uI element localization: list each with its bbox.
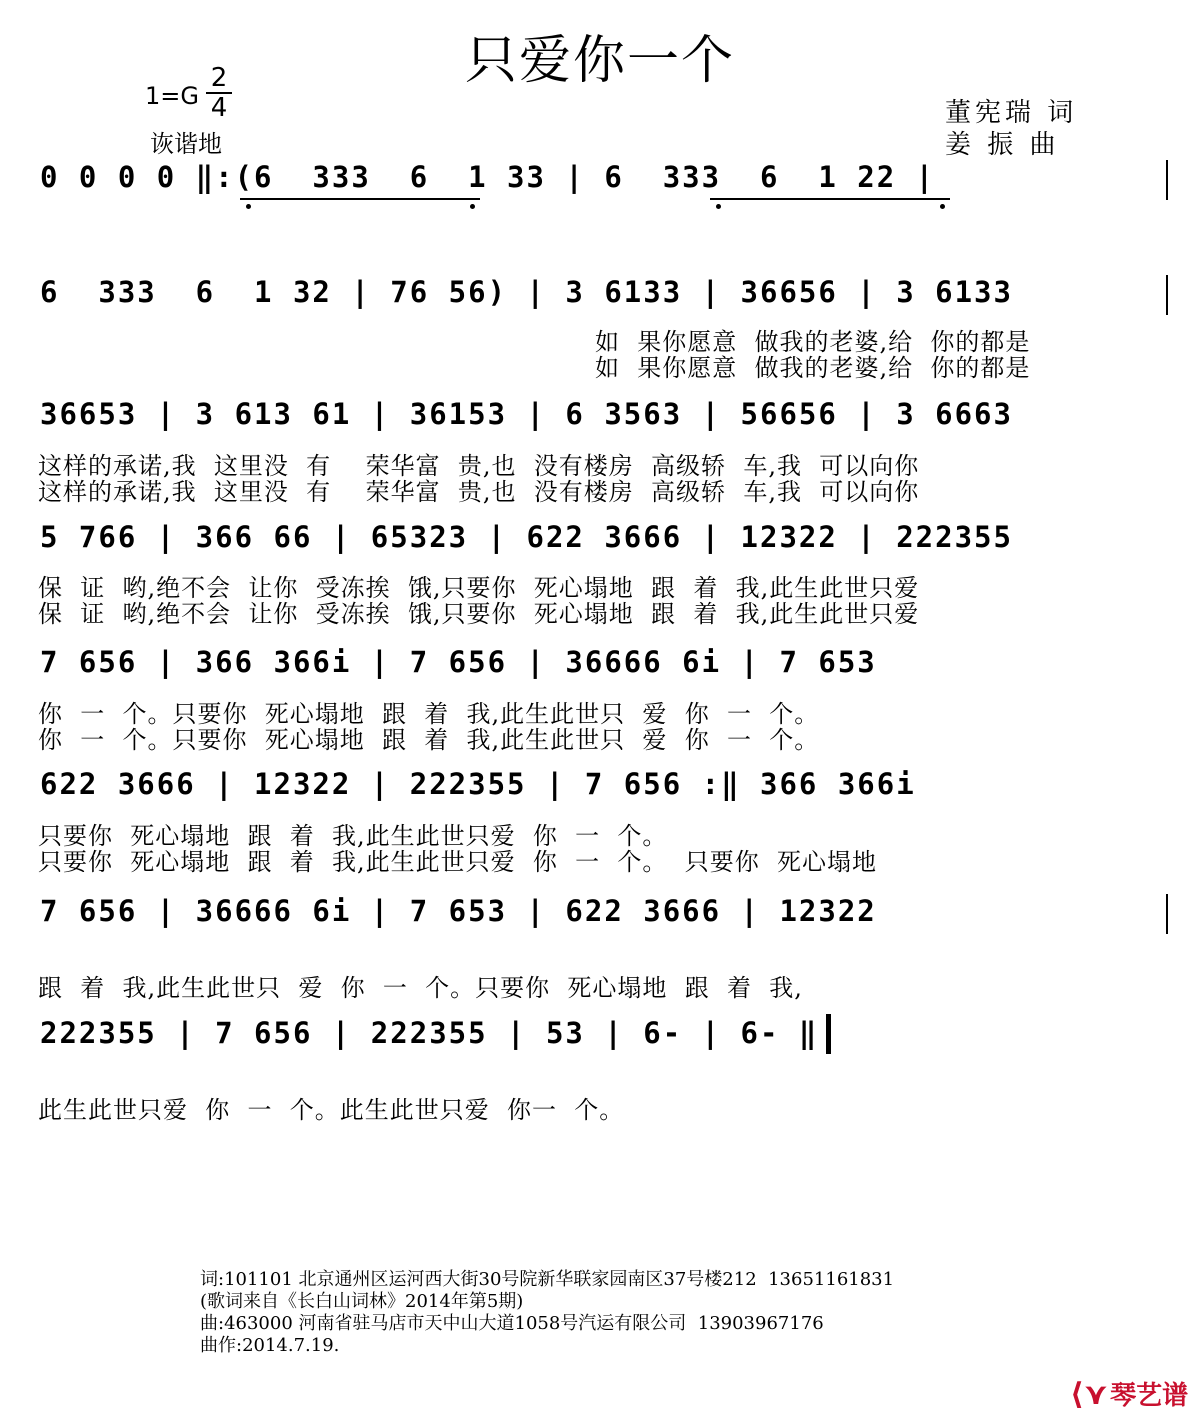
notation-row-3: 36653 | 3 613 61 | 36153 | 6 3563 | 56656 | 3 6663	[40, 397, 1013, 431]
octave-dot	[470, 204, 475, 209]
footer-compose-date: 曲作:2014.7.19.	[200, 1335, 340, 1356]
footer-lyrics-source: (歌词来自《长白山词林》2014年第5期)	[200, 1291, 524, 1312]
logo-text: 琴艺谱	[1110, 1381, 1189, 1411]
notation-row-8: 222355 | 7 656 | 222355 | 53 | 6- | 6- ‖	[40, 1016, 819, 1050]
lyric-line-2: 这样的承诺,我 这里没 有 荣华富 贵,也 没有楼房 高级轿 车,我 可以向你	[38, 478, 920, 506]
octave-dot	[246, 204, 251, 209]
time-signature	[206, 64, 232, 122]
octave-dot	[940, 204, 945, 209]
lyric-line-2: 你 一 个。只要你 死心塌地 跟 着 我,此生此世只 爱 你 一 个。	[38, 726, 820, 754]
lyric-line-1: 如 果你愿意 做我的老婆,给 你的都是	[595, 328, 1031, 356]
footer-composer-address: 曲:463000 河南省驻马店市天中山大道1058号汽运有限公司 13903967176	[200, 1313, 824, 1334]
notation-row-2: 6 333 6 1 32 | 76 56) | 3 6133 | 36656 | 3 6133	[40, 275, 1013, 309]
lyric-line-1: 这样的承诺,我 这里没 有 荣华富 贵,也 没有楼房 高级轿 车,我 可以向你	[38, 452, 920, 480]
key-signature: 1=G	[145, 82, 199, 110]
footer-lyricist-address: 词:101101 北京通州区运河西大街30号院新华联家园南区37号楼212 13651161831	[200, 1269, 895, 1290]
beam-line	[710, 198, 950, 200]
notation-row-1: 0 0 0 0 ‖:(6 333 6 1 33 | 6 333 6 1 22 |	[40, 160, 936, 194]
notation-row-5: 7 656 | 366 366i | 7 656 | 36666 6i | 7 653	[40, 645, 877, 679]
barline	[1166, 275, 1168, 315]
barline	[1166, 894, 1168, 934]
site-logo	[1070, 1375, 1188, 1412]
logo-icon: ⟨⋎	[1070, 1377, 1109, 1412]
composer-credit: 姜 振 曲	[945, 130, 1060, 160]
lyric-line-2: 如 果你愿意 做我的老婆,给 你的都是	[595, 354, 1031, 382]
lyric-line-1: 你 一 个。只要你 死心塌地 跟 着 我,此生此世只 爱 你 一 个。	[38, 700, 820, 728]
lyric-line-2: 只要你 死心塌地 跟 着 我,此生此世只爱 你 一 个。 只要你 死心塌地	[38, 848, 877, 876]
notation-row-6: 622 3666 | 12322 | 222355 | 7 656 :‖ 366 366i	[40, 767, 916, 801]
lyricist-credit: 董宪瑞 词	[945, 98, 1078, 128]
notation-row-7: 7 656 | 36666 6i | 7 653 | 622 3666 | 12322	[40, 894, 877, 928]
barline	[1166, 160, 1168, 200]
lyric-line-1: 只要你 死心塌地 跟 着 我,此生此世只爱 你 一 个。	[38, 822, 668, 850]
lyric-line-1: 保 证 哟,绝不会 让你 受冻挨 饿,只要你 死心塌地 跟 着 我,此生此世只爱	[38, 574, 920, 602]
final-barline	[826, 1014, 831, 1054]
time-signature-top: 2	[206, 64, 232, 94]
octave-dot	[716, 204, 721, 209]
tempo-marking: 诙谐地	[150, 130, 222, 158]
lyric-line-1: 此生此世只爱 你 一 个。此生此世只爱 你一 个。	[38, 1096, 625, 1124]
lyric-line-1: 跟 着 我,此生此世只 爱 你 一 个。只要你 死心塌地 跟 着 我,	[38, 974, 803, 1002]
beam-line	[240, 198, 480, 200]
notation-row-4: 5 766 | 366 66 | 65323 | 622 3666 | 12322 | 222355	[40, 520, 1013, 554]
time-signature-bottom: 4	[210, 93, 228, 123]
lyric-line-2: 保 证 哟,绝不会 让你 受冻挨 饿,只要你 死心塌地 跟 着 我,此生此世只爱	[38, 600, 920, 628]
song-title: 只爱你一个	[464, 31, 735, 91]
